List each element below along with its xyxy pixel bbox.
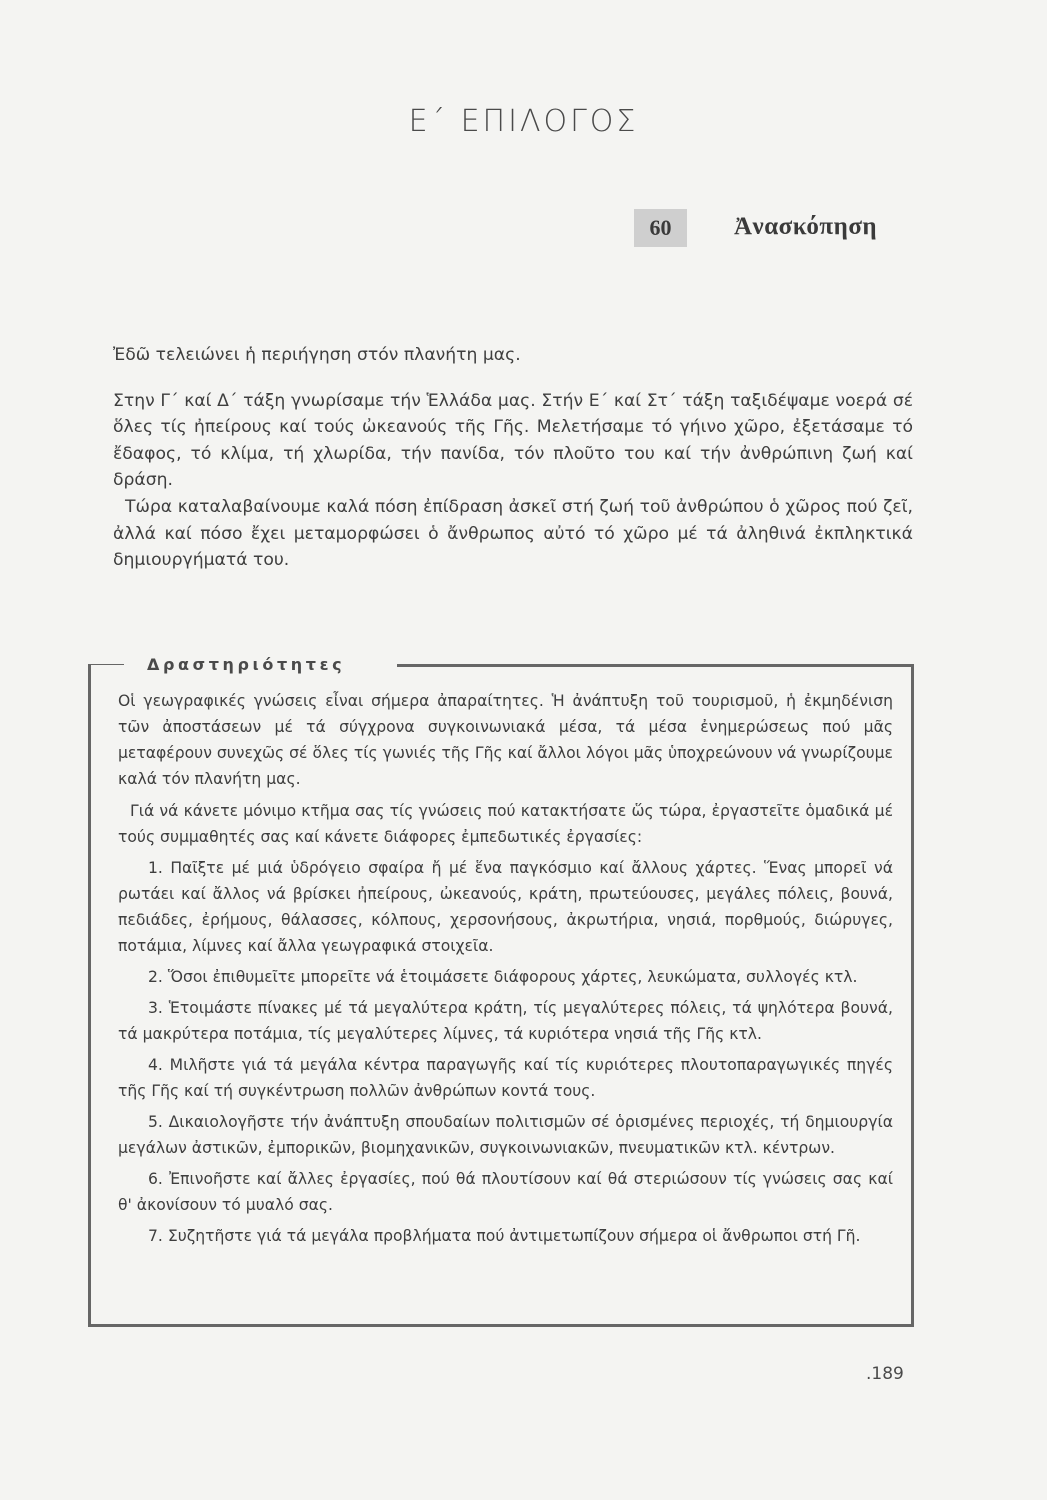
activity-item: 4. Μιλῆστε γιά τά μεγάλα κέντρα παραγωγῆς καί τίς κυριότερες πλουτοπαραγωγικές πηγές τῆς Γῆς καί τή συγκέντρωση πολλῶν ἀνθρώπων κοντά τους. [118,1056,893,1100]
activity-item: 5. Δικαιολογῆστε τήν ἀνάπτυξη σπουδαίων πολιτισμῶν σέ ὁρισμένες περιοχές, τή δημιουργία μεγάλων ἀστικῶν, ἐμπορικῶν, βιομηχανικῶν, συγκοινωνιακῶν, πνευματικῶν κτλ. κέντρων. [118,1113,893,1157]
intro-text [113,342,913,574]
activity-item: 1. Παῖξτε μέ μιά ὑδρόγειο σφαίρα ἤ μέ ἕνα παγκόσμιο καί ἄλλους χάρτες. Ἕνας μπορεῖ νά ρωτάει καί ἄλλος νά βρίσκει ἠπείρους, ὠκεανούς, κράτη, πρωτεύουσες, μεγάλες πόλεις, βουνά, πεδιάδες, ἐρήμους, θάλασσες, κόλπους, χερσονήσους, ἀκρωτήρια, νησιά, πορθμούς, διώρυγες, ποτάμια, λίμνες καί ἄλλα γεωγραφικά στοιχεῖα. [118,859,893,955]
activities-paragraph-1: Οἱ γεωγραφικές γνώσεις εἶναι σήμερα ἀπαραίτητες. Ἡ ἀνάπτυξη τοῦ τουρισμοῦ, ἡ ἐκμηδένιση τῶν ἀποστάσεων μέ τά σύγχρονα συγκοινωνιακά μέσα, τά μέσα ἐνημερώσεως πού μᾶς μεταφέρουν συνεχῶς σέ ὅλες τίς γωνιές τῆς Γῆς καί ἄλλοι λόγοι μᾶς ὑποχρεώνουν νά γνωρίζουμε καλά τόν πλανήτη μας. [118,692,893,788]
activities-box-top-right-rule [397,664,914,667]
chapter-title: Ε΄ ΕΠΙΛΟΓΟΣ [408,104,639,139]
activity-item: 3. Ἑτοιμάστε πίνακες μέ τά μεγαλύτερα κράτη, τίς μεγαλύτερες πόλεις, τά ψηλότερα βουνά, τά μακρύτερα ποτάμια, τίς μεγαλύτερες λίμνες, τά κυριότερα νησιά τῆς Γῆς κτλ. [118,999,893,1043]
activity-item: 7. Συζητῆστε γιά τά μεγάλα προβλήματα πού ἀντιμετωπίζουν σήμερα οἱ ἄνθρωποι στή Γῆ. [148,1227,861,1245]
lesson-number-badge: 60 [634,209,687,247]
activity-item: 2. Ὅσοι ἐπιθυμεῖτε μπορεῖτε νά ἑτοιμάσετε διάφορους χάρτες, λευκώματα, συλλογές κτλ. [148,968,858,986]
activities-box-top-left-rule [88,664,124,665]
intro-paragraph-3: Τώρα καταλαβαίνουμε καλά πόση ἐπίδραση ἀσκεῖ στή ζωή τοῦ ἀνθρώπου ὁ χῶρος πού ζεῖ, ἀλλά καί πόσο ἔχει μεταμορφώσει ὁ ἄνθρωπος αὐτό τό χῶρο μέ τά ἀληθινά ἐκπληκτικά δημιουργήματά του. [113,496,913,571]
lesson-title: Ἀνασκόπηση [734,213,878,240]
activities-heading: Δραστηριότητες [147,655,346,674]
page-number: .189 [866,1364,904,1384]
activity-item: 6. Ἐπινοῆστε καί ἄλλες ἐργασίες, πού θά πλουτίσουν καί θά στεριώσουν τίς γνώσεις σας καί θ' ἀκονίσουν τό μυαλό σας. [118,1170,893,1214]
intro-paragraph-1: Ἐδῶ τελειώνει ἡ περιήγηση στόν πλανήτη μας. [113,345,521,365]
intro-paragraph-2: Στην Γ΄ καί Δ΄ τάξη γνωρίσαμε τήν Ἑλλάδα μας. Στήν Ε΄ καί Στ΄ τάξη ταξιδέψαμε νοερά σέ ὅλες τίς ἠπείρους καί τούς ὠκεανούς τῆς Γῆς. Μελετήσαμε τό γήινο χῶρο, ἐξετάσαμε τό ἔδαφος, τό κλίμα, τή χλωρίδα, τήν πανίδα, τόν πλοῦτο του καί τήν ἀνθρώπινη ζωή καί δράση. [113,390,913,491]
activities-paragraph-2: Γιά νά κάνετε μόνιμο κτῆμα σας τίς γνώσεις πού κατακτήσατε ὥς τώρα, ἐργαστεῖτε ὁμαδικά μέ τούς συμμαθητές σας καί κάνετε διάφορες ἐμπεδωτικές ἐργασίες: [118,802,893,846]
activities-content [118,688,893,1254]
